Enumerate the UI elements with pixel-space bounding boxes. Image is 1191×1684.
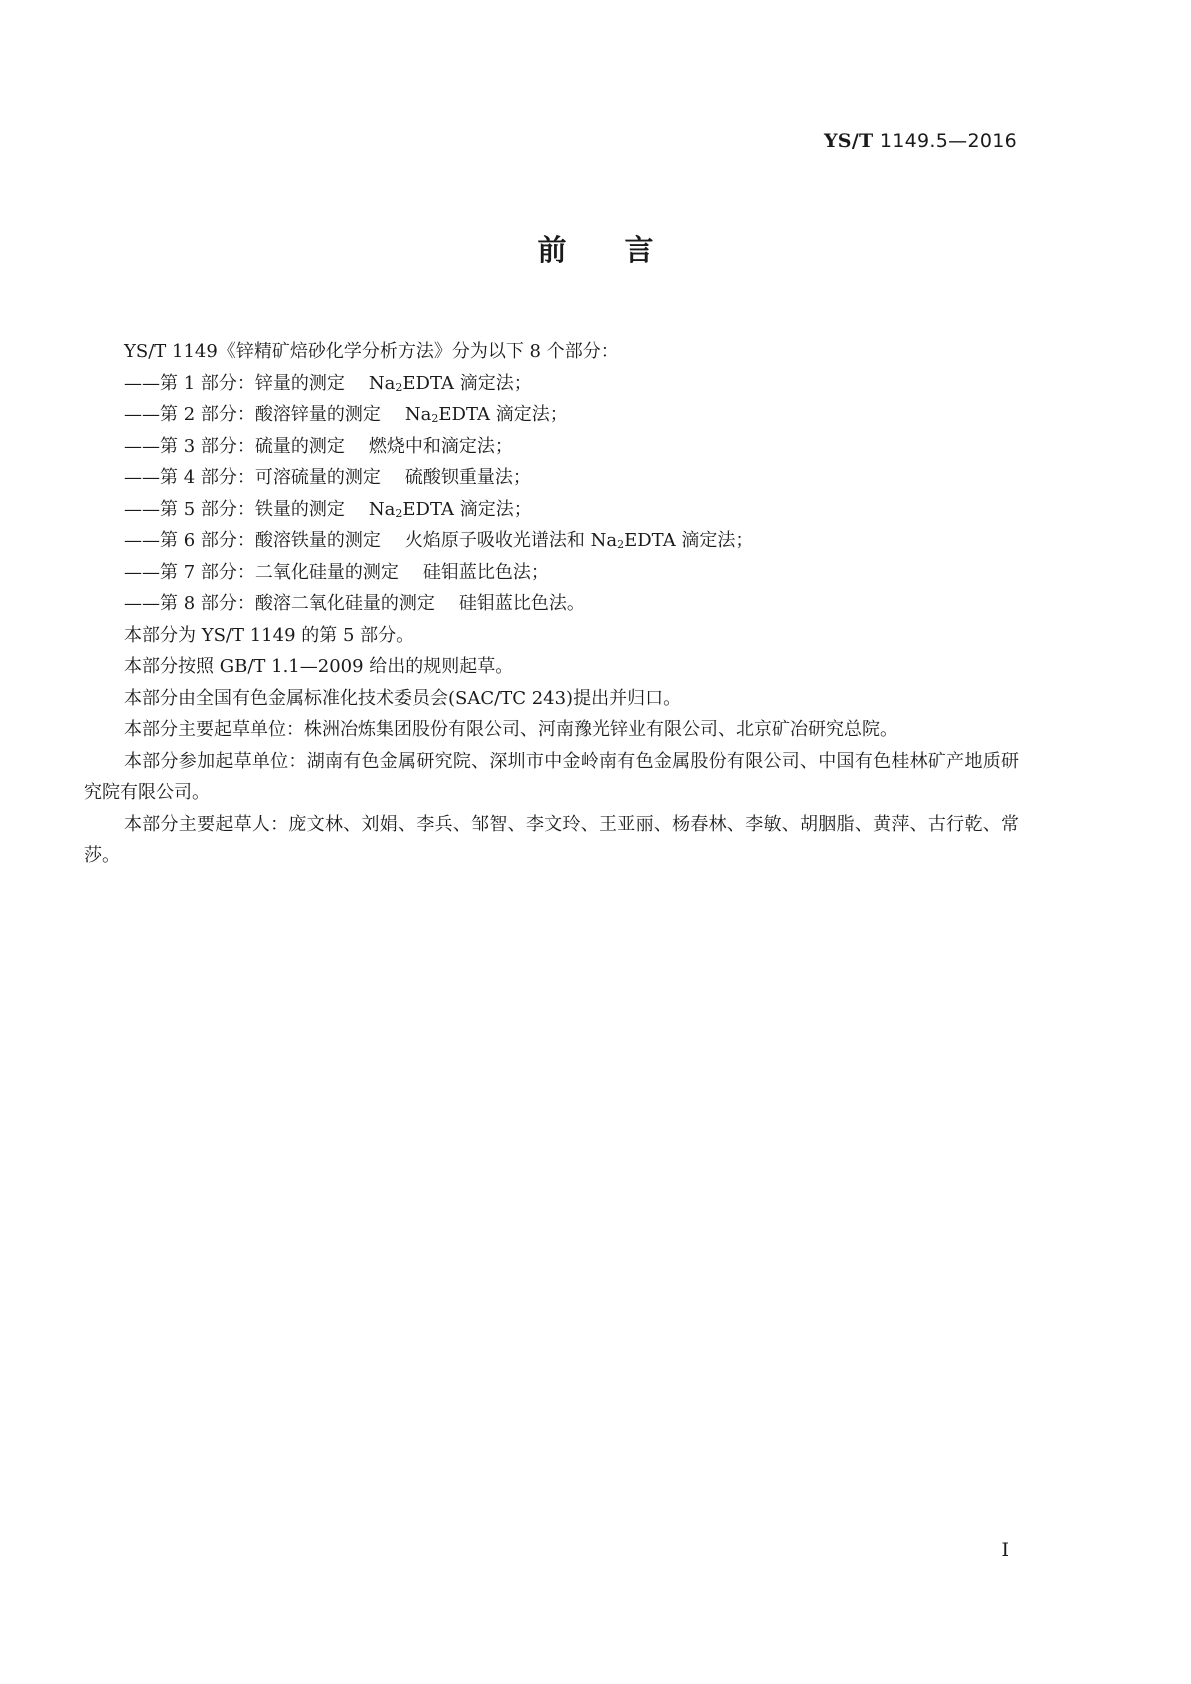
list-item-label: ——第 6 部分：酸溶铁量的测定 (124, 530, 381, 551)
foreword-body (84, 336, 1019, 872)
list-item-label: ——第 8 部分：酸溶二氧化硅量的测定 (124, 593, 435, 614)
method-text: Na (404, 404, 432, 425)
standard-year: 1149.5—2016 (879, 130, 1017, 152)
list-item-method (369, 499, 532, 520)
list-item-method (369, 373, 532, 394)
method-text: Na (368, 498, 396, 520)
list-item (84, 431, 1019, 463)
list-item-label: ——第 2 部分：酸溶锌量的测定 (124, 404, 381, 425)
standard-code: YS/T (823, 130, 874, 152)
list-item (84, 588, 1019, 620)
list-item-method: 硅钼蓝比色法。 (458, 593, 585, 614)
list-item-method: 硅钼蓝比色法； (422, 561, 549, 583)
method-subscript: 2 (395, 506, 403, 520)
list-item-method: 燃烧中和滴定法； (368, 435, 513, 457)
page-title (0, 228, 1191, 269)
list-item (84, 399, 1019, 431)
title-char-1: 前 (537, 233, 567, 267)
method-subscript: 2 (431, 412, 439, 425)
method-subscript: 2 (617, 538, 625, 551)
list-item-method (405, 530, 754, 551)
list-item (84, 494, 1019, 526)
method-text: EDTA 滴定法； (624, 530, 754, 551)
body-paragraph: 本部分为 YS/T 1149 的第 5 部分。 (124, 624, 415, 646)
body-paragraph: 本部分按照 GB/T 1.1—2009 给出的规则起草。 (124, 656, 514, 677)
title-char-2: 言 (624, 233, 654, 267)
body-paragraph: 本部分由全国有色金属标准化技术委员会(SAC/TC 243)提出并归口。 (124, 687, 682, 709)
list-item (84, 525, 1019, 557)
list-item (84, 557, 1019, 589)
body-paragraph: 本部分主要起草人：庞文林、刘娟、李兵、邹智、李文玲、王亚丽、杨春林、李敏、胡胭脂、黄萍、古行乾、常莎。 (84, 813, 1019, 866)
body-paragraph: 本部分主要起草单位：株洲冶炼集团股份有限公司、河南豫光锌业有限公司、北京矿冶研究总院。 (124, 719, 898, 740)
body-paragraph: 本部分参加起草单位：湖南有色金属研究院、深圳市中金岭南有色金属股份有限公司、中国有色桂林矿产地质研究院有限公司。 (84, 750, 1019, 803)
list-item-label: ——第 4 部分：可溶硫量的测定 (124, 467, 381, 488)
list-item (84, 368, 1019, 400)
list-item-label: ——第 1 部分：锌量的测定 (124, 372, 345, 394)
page-number: I (1001, 1539, 1009, 1561)
intro-paragraph: YS/T 1149《锌精矿焙砂化学分析方法》分为以下 8 个部分： (124, 341, 619, 362)
list-item-method: 硫酸钡重量法； (404, 467, 531, 488)
method-text: 火焰原子吸收光谱法和 Na (404, 530, 618, 551)
method-text: EDTA 滴定法； (402, 372, 532, 394)
list-item-label: ——第 3 部分：硫量的测定 (124, 435, 345, 457)
list-item-label: ——第 7 部分：二氧化硅量的测定 (124, 561, 399, 583)
method-text: EDTA 滴定法； (402, 498, 532, 520)
method-subscript: 2 (395, 380, 403, 394)
list-item (84, 462, 1019, 494)
list-item-label: ——第 5 部分：铁量的测定 (124, 498, 345, 520)
method-text: Na (368, 372, 396, 394)
standard-number (824, 130, 1017, 152)
method-text: EDTA 滴定法； (438, 404, 568, 425)
list-item-method (405, 404, 568, 425)
